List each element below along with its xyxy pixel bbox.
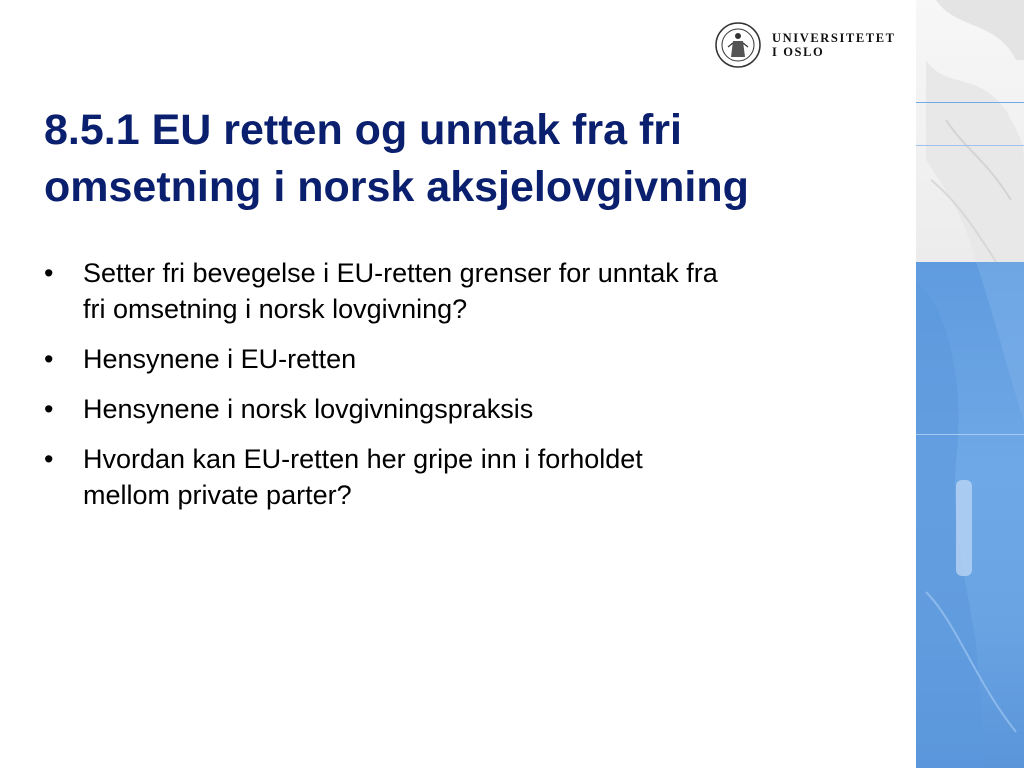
university-seal-icon	[714, 21, 762, 69]
bullet-item	[44, 441, 904, 513]
divider-line	[916, 102, 1024, 103]
slide-title-line1: 8.5.1 EU retten og unntak fra fri	[44, 106, 682, 154]
slide-title-line2: omsetning i norsk aksjelovgivning	[44, 163, 749, 211]
slide-title	[44, 102, 914, 216]
university-name-line1: UNIVERSITETET	[772, 31, 896, 45]
bullet-text-line: Setter fri bevegelse i EU-retten grenser for unntak fra	[83, 258, 718, 288]
decorative-blue-strip	[916, 262, 1024, 768]
bullet-item	[44, 341, 904, 377]
bullet-item	[44, 391, 904, 427]
divider-line	[916, 145, 1024, 146]
university-logo	[714, 20, 896, 70]
decorative-statue-strip	[916, 0, 1024, 262]
bullet-item	[44, 255, 904, 327]
bullet-text-line: Hensynene i EU-retten	[83, 344, 357, 374]
bullet-marker: •	[44, 394, 54, 424]
bullet-list	[44, 255, 904, 527]
bullet-text-line: Hvordan kan EU-retten her gripe inn i forholdet	[83, 444, 643, 474]
divider-line	[916, 434, 1024, 435]
bullet-text-line: mellom private parter?	[83, 480, 352, 510]
column-relief-icon	[916, 262, 1024, 768]
statue-relief-icon	[916, 0, 1024, 262]
bullet-text-line: fri omsetning i norsk lovgivning?	[83, 294, 468, 324]
university-name-line2: I OSLO	[772, 45, 825, 59]
bullet-text-line: Hensynene i norsk lovgivningspraksis	[83, 394, 534, 424]
bullet-marker: •	[44, 444, 54, 474]
university-name	[772, 31, 896, 59]
bullet-marker: •	[44, 258, 54, 288]
bullet-marker: •	[44, 344, 54, 374]
